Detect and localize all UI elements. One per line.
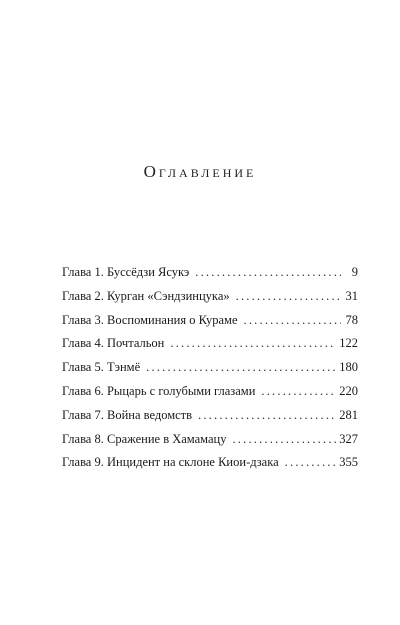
toc-entry-page: 327 [339,431,358,446]
toc-entry-label: Глава 8. Сражение в Хамамацу [62,431,227,446]
toc-entry-5[interactable] [62,356,358,380]
toc-leader-dots [244,309,341,333]
toc-leader-dots [146,356,336,380]
toc-leader-dots [261,380,336,404]
toc-entry-8[interactable] [62,428,358,452]
toc-entry-label: Глава 1. Буссёдзи Ясукэ [62,265,190,279]
toc-leader-dots [170,332,336,356]
toc-entry-label: Глава 9. Инцидент на склоне Киои-дзака [62,455,279,470]
toc-entry-page: 9 [351,265,358,279]
toc-entry-page: 180 [339,360,358,375]
toc-entry-2[interactable] [62,285,358,309]
toc-leader-dots [232,428,336,452]
toc-entry-page: 355 [339,455,358,470]
toc-entry-label: Глава 7. Война ведомств [62,407,193,422]
toc-entry-page: 78 [345,312,358,327]
toc-entry-page: 281 [339,407,358,422]
toc-entry-3[interactable] [62,309,358,333]
toc-entry-label: Глава 4. Почтальон [62,336,165,351]
toc-leader-dots [236,285,341,309]
toc-entry-label: Глава 6. Рыцарь с голубыми глазами [62,383,256,398]
toc-entry-9[interactable] [62,451,358,475]
toc-title: Оглавление [143,162,257,181]
toc-leader-dots [195,261,341,285]
toc-entry-1[interactable] [62,261,358,285]
toc-leader-dots [285,451,337,475]
toc-entry-4[interactable] [62,332,358,356]
toc-entry-7[interactable] [62,404,358,428]
toc-leader-dots [198,404,336,428]
toc-entry-label: Глава 3. Воспоминания о Кураме [62,312,238,327]
toc-entry-label: Глава 5. Тэнмё [62,360,141,375]
toc-entry-6[interactable] [62,380,358,404]
toc-entry-page: 220 [339,383,358,398]
toc-entry-label: Глава 2. Курган «Сэндзинцука» [62,288,230,303]
toc-list [62,261,358,475]
toc-entry-page: 31 [345,288,358,303]
toc-entry-page: 122 [339,336,358,351]
